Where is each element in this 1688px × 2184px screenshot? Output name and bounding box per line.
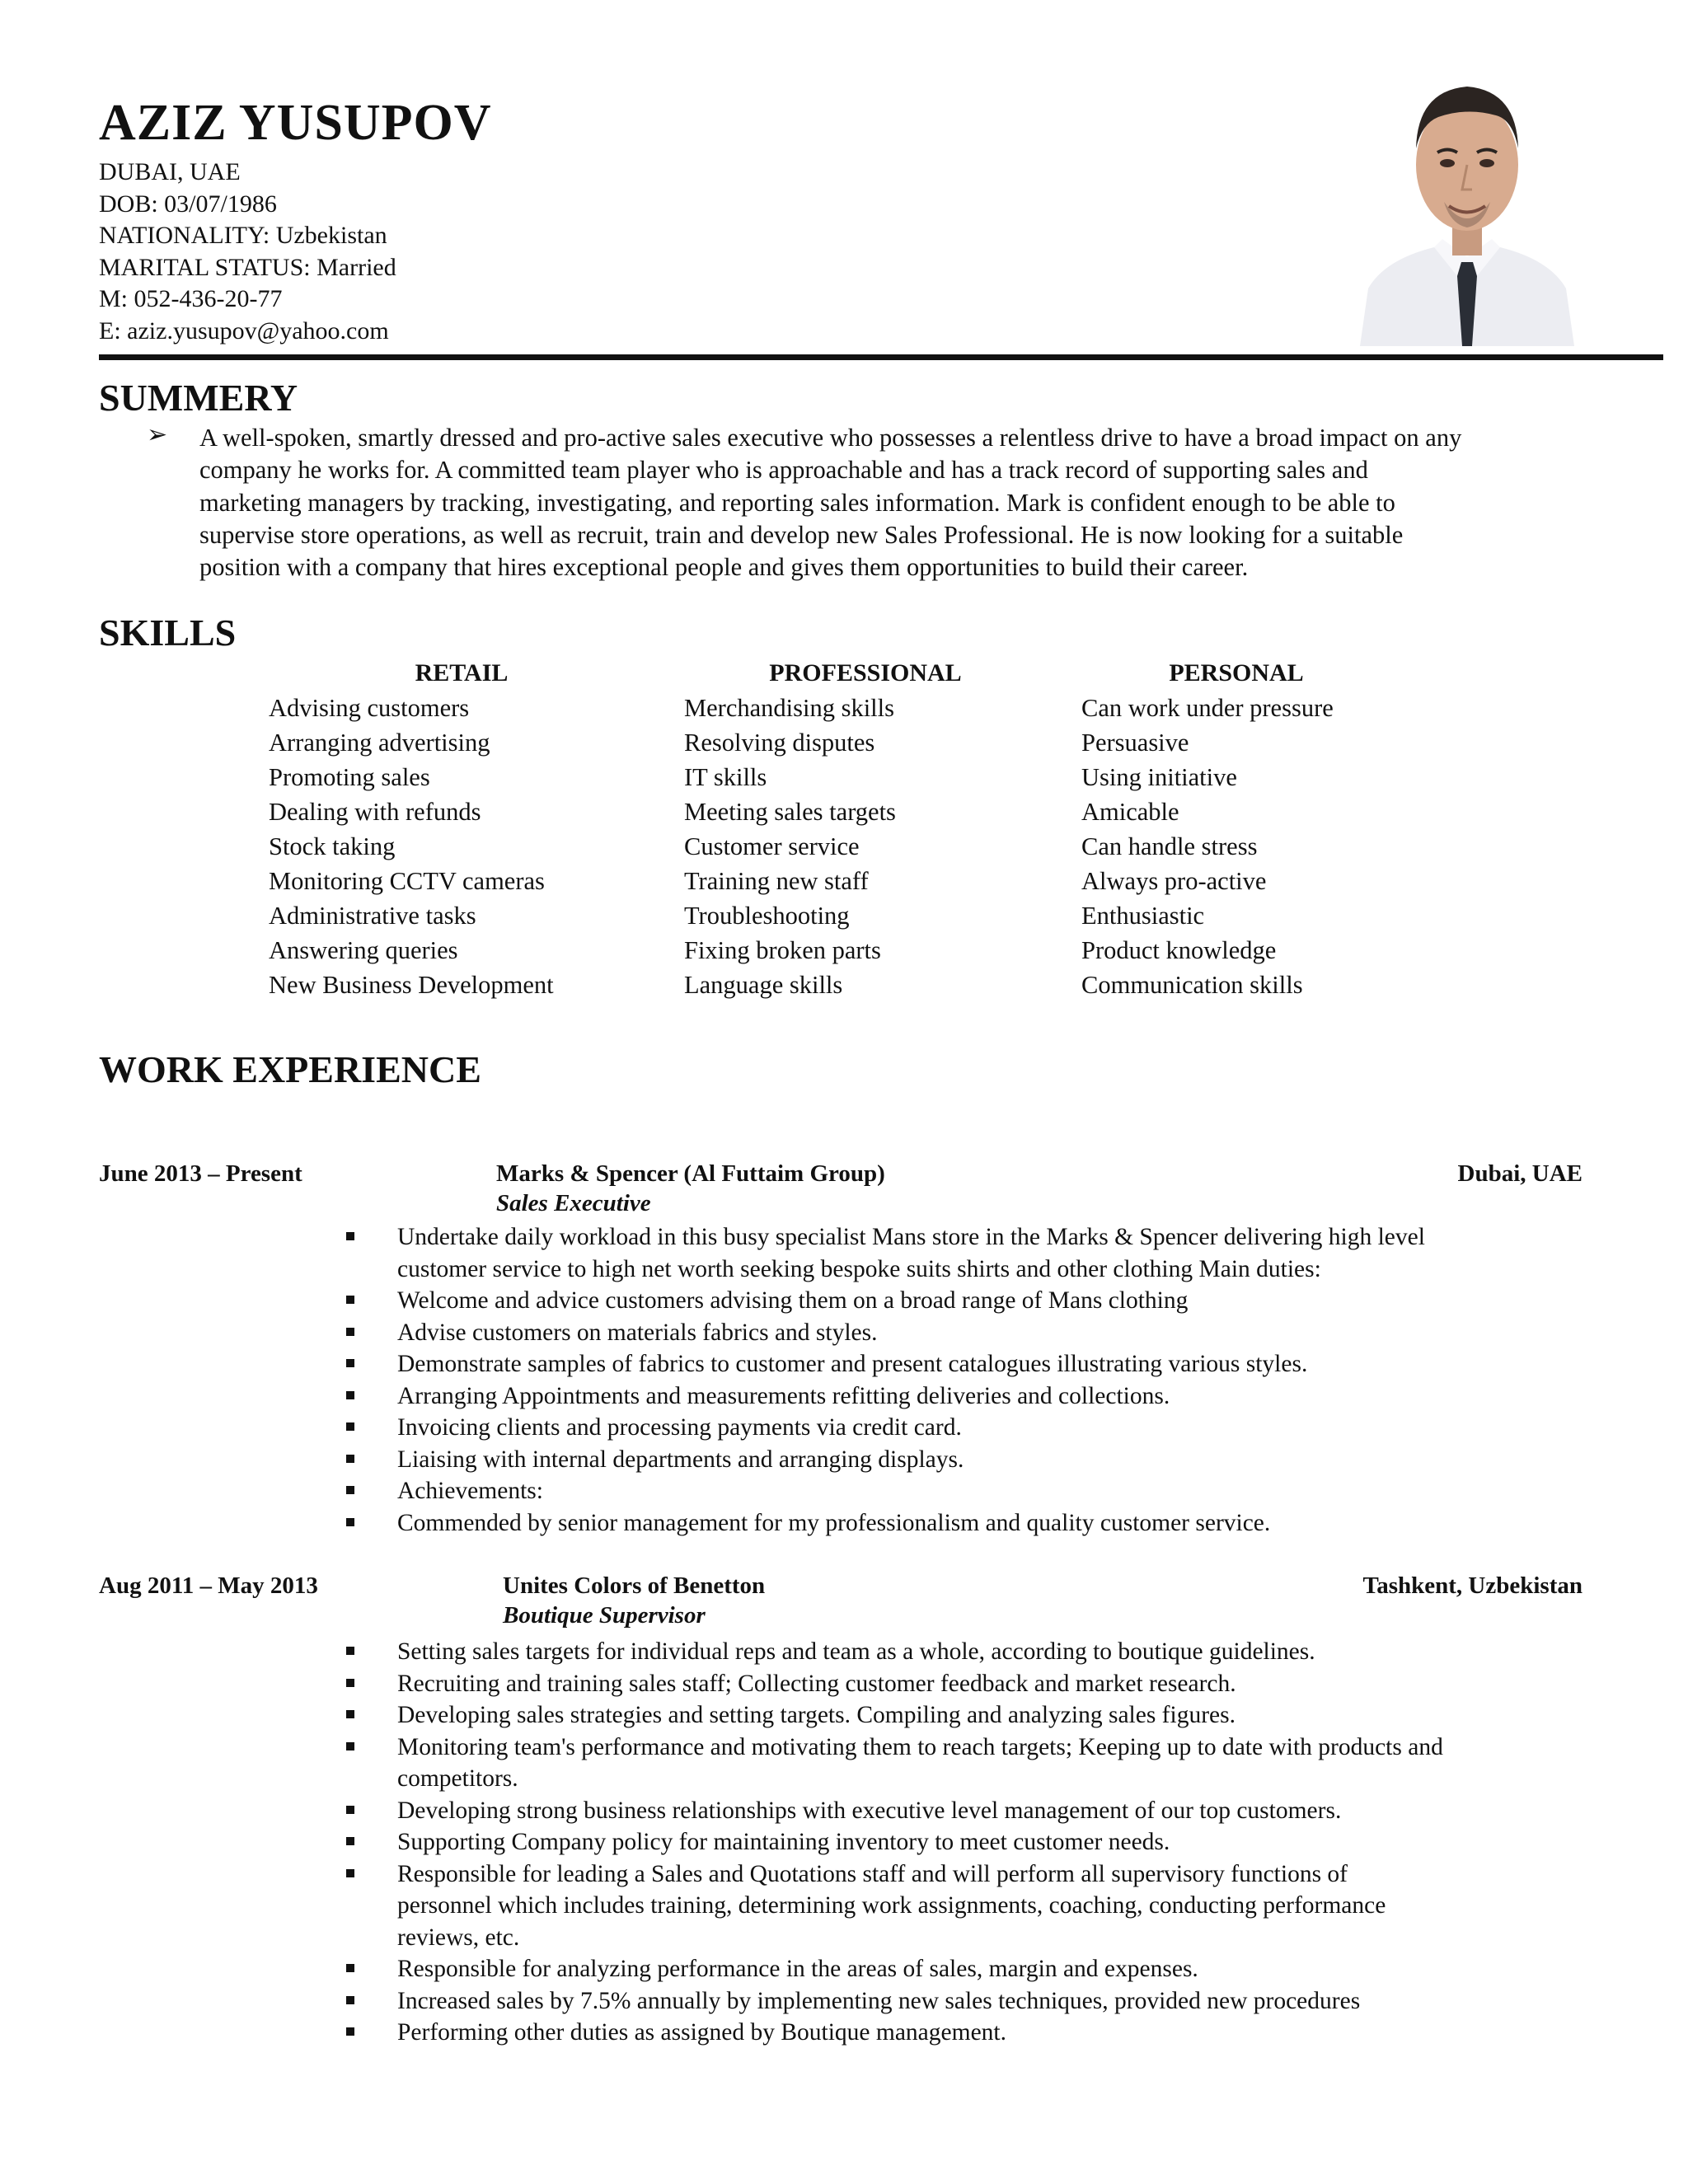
duty-item: Responsible for leading a Sales and Quotations staff and will perform all supervisory functions of personnel which includes training, determining work assignments, coaching, conducting performance reviews, etc. [346, 1858, 1443, 1954]
duty-item: Achievements: [346, 1475, 1425, 1507]
square-bullet-icon [346, 1518, 354, 1526]
summary-line: A well-spoken, smartly dressed and pro-active sales executive who possesses a relentless drive to have a broad impact on any [199, 424, 1462, 452]
square-bullet-icon [346, 1647, 354, 1655]
square-bullet-icon [346, 1837, 354, 1845]
square-bullet-icon [346, 1328, 354, 1336]
skill-item: Fixing broken parts [684, 936, 881, 964]
skill-item: Dealing with refunds [269, 798, 481, 826]
square-bullet-icon [346, 1679, 354, 1687]
duty-item: Welcome and advice customers advising them on a broad range of Mans clothing [346, 1285, 1425, 1317]
skill-item: Training new staff [684, 867, 869, 895]
skill-item: Product knowledge [1081, 936, 1277, 964]
square-bullet-icon [346, 1232, 354, 1240]
skill-item: Can work under pressure [1081, 694, 1334, 722]
square-bullet-icon [346, 1742, 354, 1750]
work-experience-heading: WORK EXPERIENCE [99, 1048, 481, 1090]
duty-item: Liaising with internal departments and arranging displays. [346, 1444, 1425, 1476]
skill-item: IT skills [684, 763, 767, 791]
skill-item: Language skills [684, 971, 843, 999]
nationality-line: NATIONALITY: Uzbekistan [99, 222, 387, 249]
duty-item: Setting sales targets for individual reps and team as a whole, according to boutique guidelines. [346, 1636, 1443, 1668]
profile-photo [1352, 41, 1582, 346]
skill-item: Enthusiastic [1081, 902, 1205, 930]
summary-heading: SUMMERY [99, 377, 298, 419]
square-bullet-icon [346, 1710, 354, 1718]
summary-line: supervise store operations, as well as recruit, train and develop new Sales Professional. He is now looking for a suitable [199, 520, 1404, 549]
square-bullet-icon [346, 1869, 354, 1877]
skill-item: Persuasive [1081, 729, 1189, 757]
skill-item: Always pro-active [1081, 867, 1267, 895]
skill-item: Using initiative [1081, 763, 1237, 791]
square-bullet-icon [346, 2027, 354, 2036]
skill-item: Amicable [1081, 798, 1179, 826]
skill-item: Promoting sales [269, 763, 430, 791]
skill-item: Advising customers [269, 694, 470, 722]
skills-heading: SKILLS [99, 612, 237, 654]
job-company: Marks & Spencer (Al Futtaim Group) [496, 1160, 885, 1187]
header-divider [99, 354, 1663, 360]
job-duties-list [346, 1221, 1425, 1539]
mobile-line: M: 052-436-20-77 [99, 285, 283, 312]
skill-item: Merchandising skills [684, 694, 894, 722]
duty-item: Invoicing clients and processing payments via credit card. [346, 1412, 1425, 1444]
square-bullet-icon [346, 1296, 354, 1304]
skill-item: Arranging advertising [269, 729, 490, 757]
skill-item: Administrative tasks [269, 902, 476, 930]
skills-list-retail [269, 691, 554, 1002]
skill-item: Can handle stress [1081, 832, 1258, 860]
job-title: Boutique Supervisor [503, 1602, 706, 1629]
skill-item: Meeting sales targets [684, 798, 896, 826]
summary-text [199, 422, 1461, 583]
square-bullet-icon [346, 1422, 354, 1431]
square-bullet-icon [346, 1486, 354, 1494]
contact-block [99, 157, 396, 347]
summary-line: position with a company that hires exceptional people and gives them opportunities to build their career. [199, 553, 1249, 582]
skills-column-title-professional: PROFESSIONAL [769, 659, 962, 687]
duty-item: Responsible for analyzing performance in the areas of sales, margin and expenses. [346, 1953, 1443, 1985]
skill-item: Monitoring CCTV cameras [269, 867, 545, 895]
square-bullet-icon [346, 1391, 354, 1399]
job-dates: June 2013 – Present [99, 1160, 302, 1187]
duty-item: Developing sales strategies and setting targets. Compiling and analyzing sales figures. [346, 1699, 1443, 1732]
skills-column-title-retail: RETAIL [415, 659, 509, 687]
square-bullet-icon [346, 1996, 354, 2004]
profile-photo-illustration [1352, 41, 1582, 346]
duty-item: Increased sales by 7.5% annually by implementing new sales techniques, provided new procedures [346, 1985, 1443, 2018]
job-location: Dubai, UAE [1457, 1160, 1582, 1187]
duty-item: Advise customers on materials fabrics and styles. [346, 1317, 1425, 1349]
marital-status-line: MARITAL STATUS: Married [99, 253, 396, 281]
skill-item: Resolving disputes [684, 729, 875, 757]
square-bullet-icon [346, 1806, 354, 1814]
duty-item: Recruiting and training sales staff; Collecting customer feedback and market research. [346, 1668, 1443, 1700]
square-bullet-icon [346, 1455, 354, 1463]
job-location: Tashkent, Uzbekistan [1362, 1572, 1582, 1599]
skill-item: New Business Development [269, 971, 554, 999]
square-bullet-icon [346, 1359, 354, 1367]
skill-item: Customer service [684, 832, 860, 860]
job-title: Sales Executive [496, 1190, 651, 1216]
skill-item: Communication skills [1081, 971, 1303, 999]
skills-list-professional [684, 691, 896, 1002]
duty-item: Undertake daily workload in this busy specialist Mans store in the Marks & Spencer delivering high level customer service to high net worth seeking bespoke suits shirts and other clothing Main duties: [346, 1221, 1425, 1285]
arrow-bullet-icon: ➢ [147, 420, 168, 449]
skill-item: Stock taking [269, 832, 396, 860]
duty-item: Commended by senior management for my professionalism and quality customer service. [346, 1507, 1425, 1540]
duty-item: Performing other duties as assigned by Boutique management. [346, 2017, 1443, 2049]
summary-line: marketing managers by tracking, investigating, and reporting sales information. Mark is confident enough to be able to [199, 488, 1395, 517]
square-bullet-icon [346, 1964, 354, 1972]
summary-line: company he works for. A committed team player who is approachable and has a track record of supporting sales and [199, 456, 1368, 485]
skills-list-personal [1081, 691, 1334, 1002]
dob-line: DOB: 03/07/1986 [99, 190, 277, 218]
duty-item: Arranging Appointments and measurements refitting deliveries and collections. [346, 1380, 1425, 1413]
skill-item: Troubleshooting [684, 902, 850, 930]
email-line: E: aziz.yusupov@yahoo.com [99, 316, 389, 344]
duty-item: Developing strong business relationships with executive level management of our top customers. [346, 1795, 1443, 1827]
location-line: DUBAI, UAE [99, 158, 241, 185]
skills-column-title-personal: PERSONAL [1169, 659, 1304, 687]
duty-item: Supporting Company policy for maintaining inventory to meet customer needs. [346, 1826, 1443, 1858]
duty-item: Demonstrate samples of fabrics to customer and present catalogues illustrating various styles. [346, 1348, 1425, 1380]
duty-item: Monitoring team's performance and motivating them to reach targets; Keeping up to date with products and competitors. [346, 1732, 1443, 1795]
job-company: Unites Colors of Benetton [503, 1572, 766, 1599]
job-dates: Aug 2011 – May 2013 [99, 1572, 318, 1599]
candidate-name: AZIZ YUSUPOV [99, 95, 492, 151]
skill-item: Answering queries [269, 936, 458, 964]
job-duties-list [346, 1636, 1443, 2049]
